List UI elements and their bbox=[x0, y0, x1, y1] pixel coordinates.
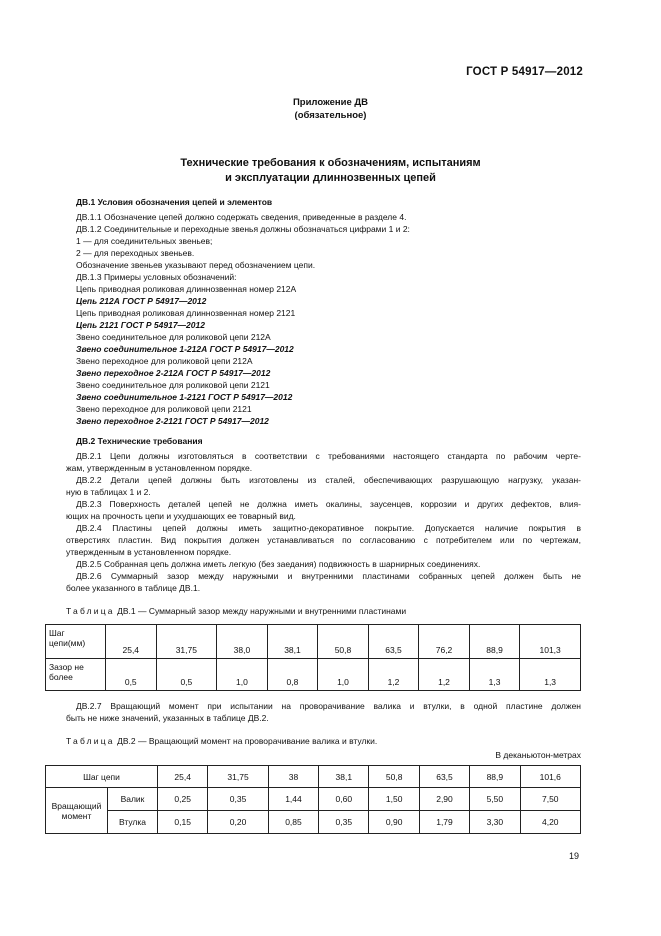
text-line: ДВ.1.3 Примеры условных обозначений: bbox=[76, 272, 237, 282]
appendix-status: (обязательное) bbox=[294, 110, 367, 121]
text-line: Цепь приводная роликовая длиннозвенная номер 212А bbox=[76, 284, 297, 294]
table-cell: 1,3 bbox=[469, 659, 520, 691]
table-cell: 1,50 bbox=[369, 788, 419, 811]
table-cell: 1,3 bbox=[520, 659, 581, 691]
paragraph-line: отверстиях пластин. Вид покрытия должен устанавливаться по согласованию с потребителем или по чертежам, bbox=[66, 535, 581, 545]
table-cell: 0,15 bbox=[158, 811, 208, 834]
text-line: Цепь приводная роликовая длиннозвенная номер 2121 bbox=[76, 308, 296, 318]
designation-example: Звено переходное 2-2121 ГОСТ Р 54917—2012 bbox=[76, 416, 269, 426]
table-dv1 bbox=[45, 624, 581, 691]
designation-example: Цепь 2121 ГОСТ Р 54917—2012 bbox=[76, 320, 205, 330]
table-cell: 0,35 bbox=[319, 811, 369, 834]
section-heading-dv1: ДВ.1 Условия обозначения цепей и элементов bbox=[76, 197, 273, 207]
table-cell: 0,8 bbox=[267, 659, 318, 691]
designation-example: Звено соединительное 1-212А ГОСТ Р 54917—2012 bbox=[76, 344, 294, 354]
paragraph-line: ДВ.2.3 Поверхность деталей цепей не должна иметь окалины, заусенцев, коррозии и других дефектов, влия- bbox=[76, 499, 581, 509]
table-cell: 0,25 bbox=[158, 788, 208, 811]
table-cell: 88,9 bbox=[470, 766, 520, 788]
text-line: ДВ.1.2 Соединительные и переходные звенья должны обозначаться цифрами 1 и 2: bbox=[76, 224, 410, 234]
table-cell: 1,2 bbox=[368, 659, 419, 691]
table-unit-note: В деканьютон-метрах bbox=[495, 750, 581, 760]
table-row bbox=[46, 625, 581, 659]
table-cell: 0,20 bbox=[208, 811, 268, 834]
table-cell: 0,5 bbox=[106, 659, 157, 691]
paragraph-line: ДВ.2.2 Детали цепей должны быть изготовлены из сталей, обеспечивающих разрушающую нагрузку, указан- bbox=[76, 475, 581, 485]
designation-example: Звено соединительное 1-2121 ГОСТ Р 54917—2012 bbox=[76, 392, 293, 402]
table-cell: 1,79 bbox=[419, 811, 469, 834]
table-caption-text: ДВ.2 — Вращающий момент на проворачивание валика и втулки. bbox=[117, 736, 378, 746]
paragraph-line: жам, утвержденным в установленном порядке. bbox=[66, 463, 253, 473]
doc-title-line-2: и эксплуатации длиннозвенных цепей bbox=[225, 172, 436, 184]
table-cell: 4,20 bbox=[520, 811, 580, 834]
table-row-label: Шаг цепи(мм) bbox=[46, 625, 106, 659]
table-row bbox=[46, 788, 581, 811]
table-cell: 7,50 bbox=[520, 788, 580, 811]
table-cell: 50,8 bbox=[369, 766, 419, 788]
text-line: ДВ.1.1 Обозначение цепей должно содержать сведения, приведенные в разделе 4. bbox=[76, 212, 407, 222]
page-number: 19 bbox=[568, 851, 579, 861]
table-sub-label: Валик bbox=[108, 788, 158, 811]
text-line: Звено переходное для роликовой цепи 2121 bbox=[76, 404, 252, 414]
table-caption-word: Таблица bbox=[66, 736, 115, 746]
table-head-label: Шаг цепи bbox=[46, 766, 158, 788]
text-line: Обозначение звеньев указывают перед обозначением цепи. bbox=[76, 260, 316, 270]
table-cell: 63,5 bbox=[368, 625, 419, 659]
paragraph-line: ДВ.2.7 Вращающий момент при испытании на проворачивание валика и втулки, в одной пластине должен bbox=[76, 701, 581, 711]
table-sub-label: Втулка bbox=[108, 811, 158, 834]
table-caption-text: ДВ.1 — Суммарный зазор между наружными и внутренними пластинами bbox=[117, 606, 407, 616]
table-cell: 101,6 bbox=[520, 766, 580, 788]
table-cell: 5,50 bbox=[470, 788, 520, 811]
paragraph-line: ДВ.2.5 Собранная цепь должна иметь легкую (без заедания) подвижность в шарнирных соединениях. bbox=[76, 559, 481, 569]
table-cell: 31,75 bbox=[156, 625, 217, 659]
table-cell: 1,0 bbox=[318, 659, 369, 691]
table-row bbox=[46, 659, 581, 691]
table-cell: 63,5 bbox=[419, 766, 469, 788]
table-cell: 0,85 bbox=[268, 811, 318, 834]
text-line: Звено соединительное для роликовой цепи 2121 bbox=[76, 380, 270, 390]
table-cell: 38,0 bbox=[217, 625, 268, 659]
table-cell: 25,4 bbox=[106, 625, 157, 659]
table-dv2 bbox=[45, 765, 581, 834]
table-row bbox=[46, 766, 581, 788]
table-cell: 0,60 bbox=[319, 788, 369, 811]
text-line: Звено переходное для роликовой цепи 212А bbox=[76, 356, 253, 366]
standard-code: ГОСТ Р 54917—2012 bbox=[466, 66, 583, 78]
table-cell: 1,44 bbox=[268, 788, 318, 811]
table-cell: 3,30 bbox=[470, 811, 520, 834]
section-heading-dv2: ДВ.2 Технические требования bbox=[76, 436, 203, 446]
paragraph-line: более указанного в таблице ДВ.1. bbox=[66, 583, 201, 593]
table-cell: 0,35 bbox=[208, 788, 268, 811]
paragraph-line: ДВ.2.6 Суммарный зазор между наружными и внутренними пластинами собранных цепей должен быть не bbox=[76, 571, 581, 581]
designation-example: Звено переходное 2-212А ГОСТ Р 54917—2012 bbox=[76, 368, 271, 378]
paragraph-line: ДВ.2.1 Цепи должны изготовляться в соответствии с требованиями настоящего стандарта по рабочим черте- bbox=[76, 451, 581, 461]
appendix-title: Приложение ДВ bbox=[292, 97, 369, 108]
table-row bbox=[46, 811, 581, 834]
table-cell: 1,2 bbox=[419, 659, 470, 691]
table-cell: 88,9 bbox=[469, 625, 520, 659]
table-cell: 38 bbox=[268, 766, 318, 788]
table-cell: 1,0 bbox=[217, 659, 268, 691]
table-cell: 38,1 bbox=[319, 766, 369, 788]
table-cell: 101,3 bbox=[520, 625, 581, 659]
paragraph-line: быть не ниже значений, указанных в таблице ДВ.2. bbox=[66, 713, 269, 723]
table-cell: 31,75 bbox=[208, 766, 268, 788]
table-cell: 25,4 bbox=[158, 766, 208, 788]
table-group-label: Вращающий момент bbox=[46, 788, 108, 834]
paragraph-line: утвержденным в установленном порядке. bbox=[66, 547, 232, 557]
table-caption-dv1 bbox=[66, 606, 406, 616]
paragraph-line: ющих на прочность цепи и ухудшающих ее товарный вид. bbox=[66, 511, 296, 521]
table-cell: 0,90 bbox=[369, 811, 419, 834]
doc-title-line-1: Технические требования к обозначениям, испытаниям bbox=[180, 157, 481, 169]
table-cell: 50,8 bbox=[318, 625, 369, 659]
designation-example: Цепь 212А ГОСТ Р 54917—2012 bbox=[76, 296, 207, 306]
paragraph-line: ДВ.2.4 Пластины цепей должны иметь защитно-декоративное покрытие. Допускается наличие покрытия в bbox=[76, 523, 581, 533]
text-line: Звено соединительное для роликовой цепи 212А bbox=[76, 332, 271, 342]
text-line: 2 — для переходных звеньев. bbox=[76, 248, 195, 258]
table-cell: 2,90 bbox=[419, 788, 469, 811]
paragraph-line: ную в таблицах 1 и 2. bbox=[66, 487, 151, 497]
table-cell: 76,2 bbox=[419, 625, 470, 659]
table-row-label: Зазор не более bbox=[46, 659, 106, 691]
text-line: 1 — для соединительных звеньев; bbox=[76, 236, 213, 246]
table-cell: 0,5 bbox=[156, 659, 217, 691]
table-cell: 38,1 bbox=[267, 625, 318, 659]
table-caption-dv2 bbox=[66, 736, 377, 746]
table-caption-word: Таблица bbox=[66, 606, 115, 616]
